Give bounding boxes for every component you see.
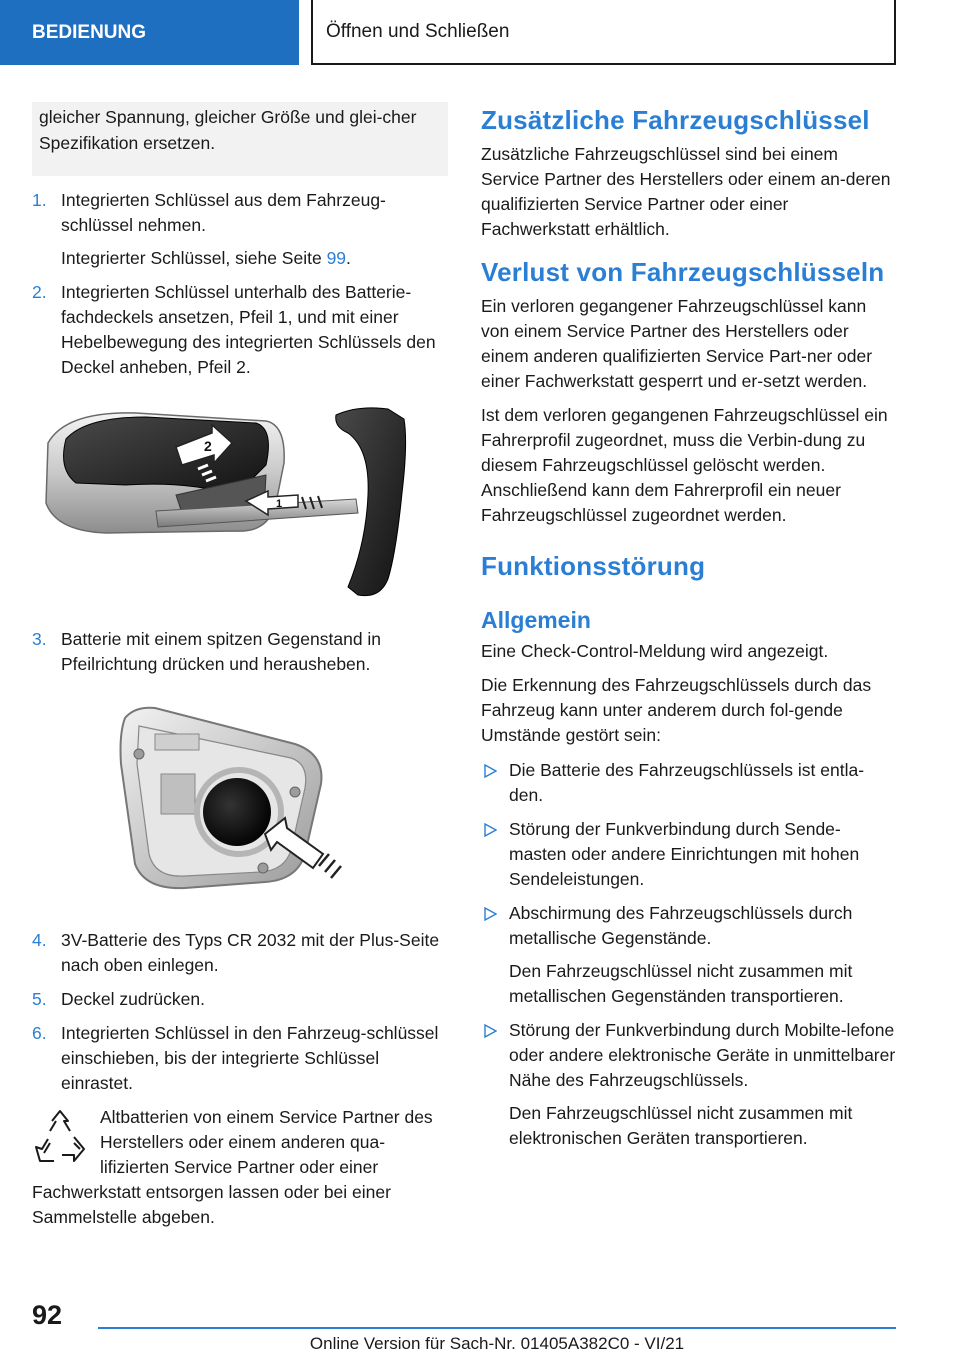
triangle-bullet-icon	[483, 1024, 497, 1038]
step-reference	[61, 246, 448, 271]
note-text: gleicher Spannung, gleicher Größe und glei-cher Spezifikation ersetzen.	[39, 107, 417, 153]
step-number: 6.	[32, 1023, 47, 1043]
bullet-item	[481, 758, 897, 808]
bullet-subtext: Den Fahrzeugschlüssel nicht zusammen mit metallischen Gegenständen transportieren.	[509, 961, 853, 1006]
step-text: 3V-Batterie des Typs CR 2032 mit der Plus-Seite nach oben einlegen.	[61, 930, 440, 975]
general-text-1: Eine Check-Control-Meldung wird angezeigt.	[481, 641, 829, 661]
triangle-bullet-icon	[483, 764, 497, 778]
step-text: Deckel zudrücken.	[61, 989, 205, 1009]
page-number: 92	[32, 1300, 63, 1330]
step-number: 2.	[32, 282, 47, 302]
lost-keys-text-2: Ist dem verloren gegangenen Fahrzeugschlüssel ein Fahrerprofil zugeordnet, muss die Verbin-dung zu diesem Fahrzeugschlüssel gelöscht werden. Anschließend kann dem Fahrerprofil ein neuer Fahrzeugschlüssel zugeordnet werden.	[481, 405, 888, 525]
bullet-text: Störung der Funkverbindung durch Mobilte-lefone oder andere elektronische Geräte in unmittelbarer Nähe des Fahrzeugschlüssels.	[509, 1020, 896, 1090]
step-2	[32, 280, 448, 380]
bullet-text: Die Batterie des Fahrzeugschlüssels ist entla-den.	[509, 760, 865, 805]
arrow-1-label: 1	[276, 498, 283, 510]
step-5	[32, 987, 448, 1012]
additional-keys-text: Zusätzliche Fahrzeugschlüssel sind bei einem Service Partner des Herstellers oder einem an-deren qualifizierten Service Partner oder einer Fachwerkstatt erhältlich.	[481, 144, 891, 239]
footer-divider	[98, 1327, 896, 1329]
step-text: Batterie mit einem spitzen Gegenstand in Pfeilrichtung drücken und herausheben.	[61, 629, 382, 674]
heading-additional-keys: Zusätzliche Fahrzeugschlüssel	[481, 105, 870, 135]
step-text: Integrierten Schlüssel unterhalb des Batterie-fachdeckels ansetzen, Pfeil 1, und mit einer Hebelbewegung des integrierten Schlüssels den Deckel anheben, Pfeil 2.	[61, 282, 436, 377]
step-6	[32, 1021, 448, 1096]
step-number: 3.	[32, 629, 47, 649]
arrow-2-label: 2	[204, 438, 212, 454]
bullet-item	[481, 1018, 897, 1151]
bullet-item	[481, 901, 897, 1009]
heading-lost-keys: Verlust von Fahrzeugschlüsseln	[481, 257, 885, 287]
heading-general: Allgemein	[481, 607, 591, 633]
battery-figure	[115, 704, 355, 894]
step-number: 1.	[32, 190, 47, 210]
chapter-title: Öffnen und Schließen	[311, 0, 896, 65]
step-number: 4.	[32, 930, 47, 950]
recycling-text: Altbatterien von einem Service Partner des Herstellers oder einem anderen qua-lifizierten Service Partner oder einer Fachwerkstatt entsorgen lassen oder bei einer Sammelstelle abgeben.	[32, 1107, 433, 1227]
footer-version: Online Version für Sach-Nr. 01405A382C0 - VI/21	[309, 1334, 685, 1353]
step-text: Integrierten Schlüssel aus dem Fahrzeug-schlüssel nehmen.	[61, 190, 386, 235]
reference-prefix: Integrierter Schlüssel, siehe Seite	[61, 248, 327, 268]
step-text: Integrierten Schlüssel in den Fahrzeug-schlüssel einschieben, bis der integrierte Schlüssel einrastet.	[61, 1023, 439, 1093]
step-4	[32, 928, 448, 978]
bullet-text: Abschirmung des Fahrzeugschlüssels durch metallische Gegenstände.	[509, 903, 853, 948]
note-box	[32, 102, 448, 176]
triangle-bullet-icon	[483, 823, 497, 837]
triangle-bullet-icon	[483, 907, 497, 921]
general-text-2: Die Erkennung des Fahrzeugschlüssels durch das Fahrzeug kann unter anderem durch fol-gende Umstände gestört sein:	[481, 675, 872, 745]
bullet-text: Störung der Funkverbindung durch Sende-masten oder andere Einrichtungen mit hohen Sendeleistungen.	[509, 819, 860, 889]
lost-keys-text-1: Ein verloren gegangener Fahrzeugschlüssel kann von einem Service Partner des Herstellers oder einem anderen qualifizierten Service Part-ner oder einer Fachwerkstatt gesperrt und er-setzt werden.	[481, 296, 873, 391]
key-cover-figure	[36, 403, 426, 611]
step-3	[32, 627, 448, 677]
step-number: 5.	[32, 989, 47, 1009]
recycling-note	[32, 1105, 448, 1230]
heading-malfunction: Funktionsstörung	[481, 551, 706, 581]
page-link[interactable]: 99	[326, 248, 347, 268]
section-title: BEDIENUNG	[0, 0, 299, 65]
recycle-icon	[34, 1109, 86, 1169]
step-1	[32, 188, 448, 271]
left-column	[32, 102, 448, 1230]
reference-suffix: .	[346, 248, 351, 268]
right-column	[481, 102, 897, 1160]
bullet-item	[481, 817, 897, 892]
bullet-subtext: Den Fahrzeugschlüssel nicht zusammen mit elektronischen Geräten transportieren.	[509, 1103, 853, 1148]
